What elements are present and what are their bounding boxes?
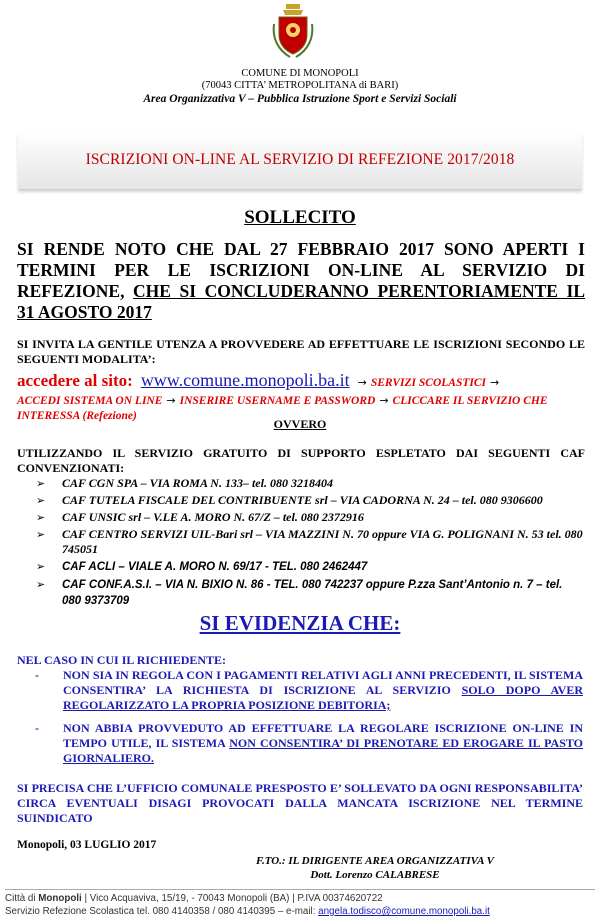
notice-text: SI RENDE NOTO CHE DAL 27 FEBBRAIO 2017 SONO APERTI I TERMINI PER LE ISCRIZIONI ON-LINE AL SERVIZIO DI REFEZIONE, (17, 239, 585, 301)
case-item: - NON ABBIA PROVVEDUTO AD EFFETTUARE LA REGOLARE ISCRIZIONE ON-LINE IN TEMPO UTILE, IL SISTEMA NON CONSENTIRA’ DI PRENOTARE ED EROGARE IL PASTO GIORNALIERO. (35, 721, 583, 765)
ovvero-label: OVVERO (273, 417, 327, 431)
evidenzia-heading: SI EVIDENZIA CHE: (199, 611, 401, 635)
arrow-right-icon: → (166, 394, 176, 407)
sollecito-heading: SOLLECITO (244, 207, 356, 228)
notice-paragraph (17, 239, 585, 323)
access-instructions (17, 370, 587, 423)
site-link[interactable]: www.comune.monopoli.ba.it (140, 370, 350, 390)
arrowhead-bullet-icon: ➢ (36, 477, 46, 490)
invite-paragraph: SI INVITA LA GENTILE UTENZA A PROVVEDERE AD EFFETTUARE LE ISCRIZIONI SECONDO LE SEGUENTI MODALITA’: (17, 337, 585, 366)
step-accedi: ACCEDI SISTEMA ON LINE (17, 395, 163, 407)
step-servizi-scolastici: SERVIZI SCOLASTICI (370, 377, 487, 389)
arrowhead-bullet-icon: ➢ (36, 560, 46, 573)
list-item: ➢ CAF CGN SPA – VIA ROMA N. 133– tel. 080 3218404 (36, 476, 333, 490)
list-item: ➢ CAF ACLI – VIALE A. MORO N. 69/17 - TEL. 080 2462447 (36, 560, 368, 573)
list-item: ➢ CAF TUTELA FISCALE DEL CONTRIBUENTE srl – VIA CADORNA N. 24 – tel. 080 9306600 (36, 493, 543, 507)
case-item: - NON SIA IN REGOLA CON I PAGAMENTI RELATIVI AGLI ANNI PRECEDENTI, IL SISTEMA CONSENTIRA’ LA RICHIESTA DI ISCRIZIONE AL SERVIZIO SOLO DOPO AVER REGOLARIZZATO LA PROPRIA POSIZIONE DEBITORIA; (35, 668, 583, 712)
disclaimer-paragraph: SI PRECISA CHE L’UFFICIO COMUNALE PRESPOSTO E’ SOLLEVATO DA OGNI RESPONSABILITA’ CIRCA EVENTUALI DISAGI PROVOCATI DALLA MANCATA ISCRIZIONE NEL TERMINE SUINDICATO (17, 781, 583, 825)
case-intro: NEL CASO IN CUI IL RICHIEDENTE: (17, 653, 227, 667)
footer-city: Monopoli (38, 893, 82, 904)
arrow-right-icon: → (357, 376, 367, 389)
footer-email-link[interactable]: angela.todisco@comune.monopoli.ba.it (318, 906, 490, 917)
document-date: Monopoli, 03 LUGLIO 2017 (17, 839, 157, 851)
list-item: ➢ CAF CONF.A.S.I. – VIA N. BIXIO N. 86 - TEL. 080 742237 oppure P.zza Sant’Antonio n. 7 – tel. 080 9373709 (36, 578, 563, 607)
caf-intro: UTILIZZANDO IL SERVIZIO GRATUITO DI SUPPORTO ESPLETATO DAI SEGUENTI CAF CONVENZIONATI: (17, 446, 585, 475)
title-box (18, 133, 582, 190)
step-credentials: INSERIRE USERNAME E PASSWORD (179, 395, 376, 407)
access-lead: accedere al sito: (17, 371, 133, 390)
caf-list (36, 476, 584, 611)
arrowhead-bullet-icon: ➢ (36, 494, 46, 507)
list-item: ➢ CAF CENTRO SERVIZI UIL-Bari srl – VIA MAZZINI N. 70 oppure VIA G. POLIGNANI N. 53 tel. 080 745051 (36, 527, 583, 556)
arrow-right-icon: → (379, 394, 389, 407)
arrowhead-bullet-icon: ➢ (36, 511, 46, 524)
list-item: ➢ CAF UNSIC srl – V.LE A. MORO N. 67/Z – tel. 080 2372916 (36, 510, 364, 524)
comune-name: COMUNE DI MONOPOLI (241, 68, 359, 79)
arrowhead-bullet-icon: ➢ (36, 578, 46, 591)
citta-metropolitana: (70043 CITTA’ METROPOLITANA di BARI) (201, 80, 399, 91)
notice-deadline: CHE SI CONCLUDERANNO PERENTORIAMENTE IL 31 AGOSTO 2017 (17, 281, 586, 322)
page-footer: Città di Monopoli | Vico Acquaviva, 15/19, - 70043 Monopoli (BA) | P.IVA 00374620722 Servizio Refezione Scolastica tel. 080 4140358 / 080 4140395 – e-mail: angela.todisco@comune.monopoli.ba.it (5, 889, 595, 918)
dash-bullet: - (35, 721, 39, 735)
dash-bullet: - (35, 668, 39, 682)
step-select-service: CLICCARE IL SERVIZIO CHE INTERESSA (Refezione) (17, 395, 548, 422)
arrow-right-icon: → (490, 376, 500, 389)
signature-name: Dott. Lorenzo CALABRESE (310, 869, 440, 881)
arrowhead-bullet-icon: ➢ (36, 528, 46, 541)
page-title: ISCRIZIONI ON-LINE AL SERVIZIO DI REFEZIONE 2017/2018 (85, 151, 515, 168)
signature-title: F.TO.: IL DIRIGENTE AREA ORGANIZZATIVA V (256, 855, 494, 867)
area-organizzativa: Area Organizzativa V – Pubblica Istruzione Sport e Servizi Sociali (143, 93, 457, 105)
crest-icon (270, 4, 316, 60)
